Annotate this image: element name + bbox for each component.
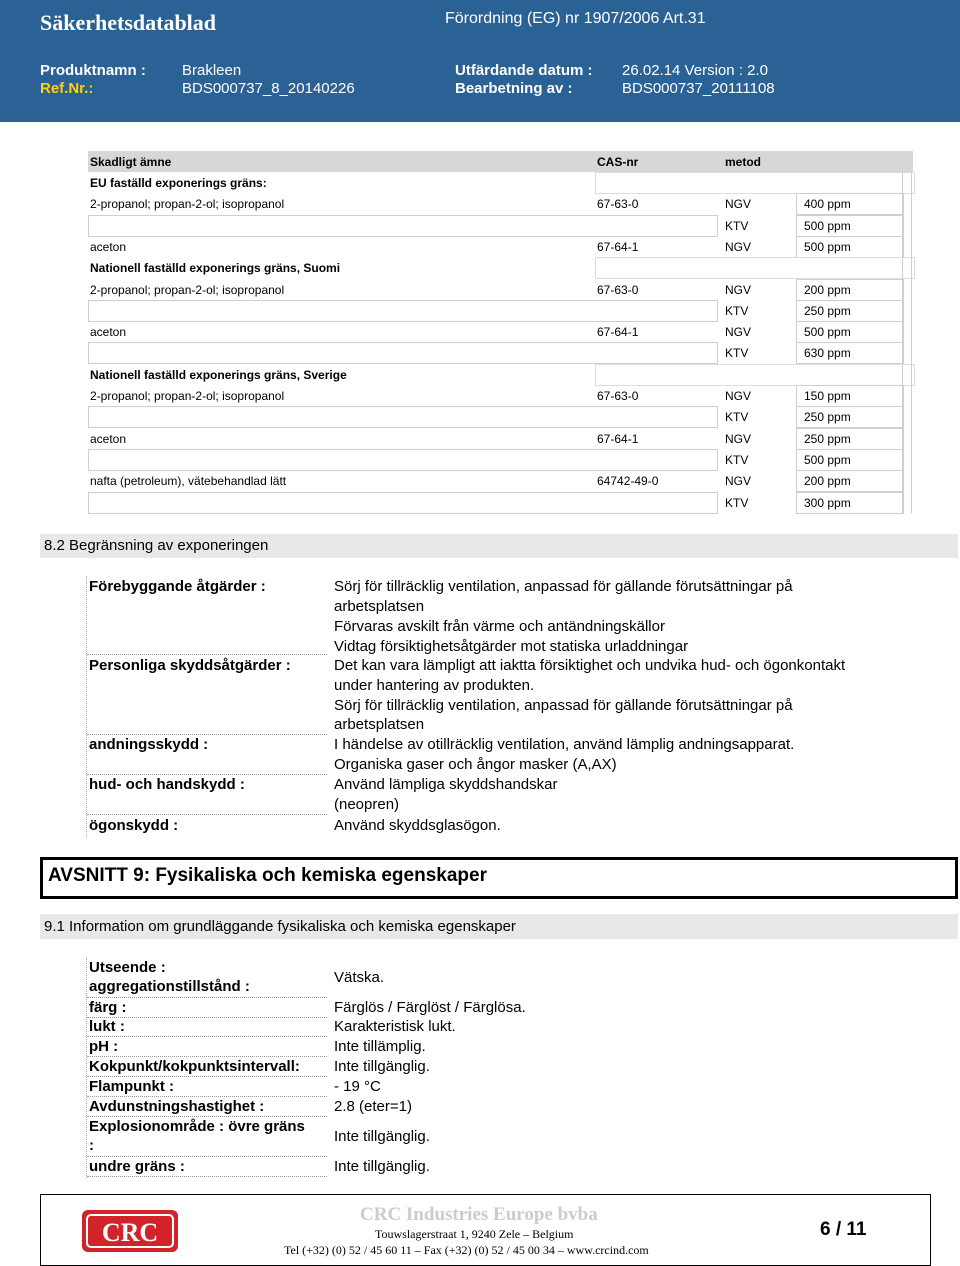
cell-method: KTV xyxy=(725,346,749,361)
cell-substance: aceton xyxy=(90,239,127,254)
personal-text-4: arbetsplatsen xyxy=(334,716,425,733)
table-cell-border xyxy=(796,385,904,407)
cell-cas: 67-64-1 xyxy=(597,325,639,340)
table-row xyxy=(88,428,913,449)
cell-value: 300 ppm xyxy=(804,495,851,510)
table-cell-border xyxy=(88,406,718,428)
exposure-limits-table xyxy=(88,151,913,514)
property-label: undre gräns : xyxy=(89,1158,185,1175)
divider xyxy=(87,1036,327,1037)
table-row xyxy=(88,342,913,363)
table-row xyxy=(88,236,913,257)
cell-value: 500 ppm xyxy=(804,325,851,340)
cell-substance: 2-propanol; propan-2-ol; isopropanol xyxy=(90,197,285,212)
personal-text-1: Det kan vara lämpligt att iaktta försiktighet och undvika hud- och ögonkontakt xyxy=(334,657,846,674)
breathing-label: andningsskydd : xyxy=(89,736,209,753)
divider xyxy=(87,1176,327,1177)
processing-label: Bearbetning av : xyxy=(455,80,573,97)
table-group-row xyxy=(88,172,913,193)
ref-value: BDS000737_8_20140226 xyxy=(182,80,355,97)
section-8-2-title: 8.2 Begränsning av exponeringen xyxy=(44,537,269,554)
crc-logo-text: CRC xyxy=(101,1218,159,1247)
cell-value: 250 ppm xyxy=(804,431,851,446)
cell-value: 400 ppm xyxy=(804,197,851,212)
property-value: Färglös / Färglöst / Färglösa. xyxy=(334,999,526,1016)
cell-method: NGV xyxy=(725,389,752,403)
table-row xyxy=(88,406,913,427)
property-value: Inte tillämplig. xyxy=(334,1038,426,1055)
divider xyxy=(87,997,327,998)
table-row xyxy=(88,321,913,342)
cell-value: 250 ppm xyxy=(804,303,851,318)
cell-substance: aceton xyxy=(90,431,127,446)
cell-cas: 67-64-1 xyxy=(597,239,639,254)
table-row xyxy=(88,279,913,300)
properties-left-rule xyxy=(86,958,88,1178)
issue-label: Utfärdande datum : xyxy=(455,62,593,79)
section-9-title: AVSNITT 9: Fysikaliska och kemiska egenskaper xyxy=(48,865,487,886)
regulation-text: Förordning (EG) nr 1907/2006 Art.31 xyxy=(445,10,706,27)
skin-label: hud- och handskydd : xyxy=(89,776,245,793)
preventive-text-3: Förvaras avskilt från värme och antändningskällor xyxy=(334,618,665,635)
property-label: Flampunkt : xyxy=(89,1078,174,1095)
property-label: Utseende : xyxy=(89,959,166,976)
table-cell-border xyxy=(796,279,904,301)
skin-text-1: Använd lämpliga skyddshandskar xyxy=(334,776,558,793)
property-value: 2.8 (eter=1) xyxy=(334,1098,412,1115)
cell-substance: 2-propanol; propan-2-ol; isopropanol xyxy=(90,389,285,403)
table-row xyxy=(88,193,913,214)
table-cell-border xyxy=(796,321,904,343)
table-row xyxy=(88,470,913,491)
table-cell-border xyxy=(88,215,718,237)
divider xyxy=(87,774,327,775)
cell-value: 150 ppm xyxy=(804,389,851,403)
property-value: Vätska. xyxy=(334,969,385,986)
property-label: pH : xyxy=(89,1038,119,1055)
table-cell-border xyxy=(88,492,718,514)
table-row xyxy=(88,300,913,321)
table-right-border xyxy=(902,172,912,513)
table-header xyxy=(88,151,913,172)
divider xyxy=(87,1096,327,1097)
table-cell-border xyxy=(796,300,904,322)
cell-value: 200 ppm xyxy=(804,282,851,297)
section-9-1-title: 9.1 Information om grundläggande fysikaliska och kemiska egenskaper xyxy=(44,918,516,935)
cell-substance: Nationell faställd exponerings gräns, Sverige xyxy=(90,367,347,382)
table-cell-border xyxy=(796,406,904,428)
preventive-text-1: Sörj för tillräcklig ventilation, anpassad för gällande förutsättningar på xyxy=(334,578,793,595)
cell-method: NGV xyxy=(725,282,752,297)
cell-substance: aceton xyxy=(90,325,127,340)
table-cell-border xyxy=(88,342,718,364)
table-cell-border xyxy=(796,215,904,237)
cell-substance: nafta (petroleum), vätebehandlad lätt xyxy=(90,474,287,489)
cell-value: 500 ppm xyxy=(804,218,851,233)
property-label-continued: aggregationstillstånd : xyxy=(89,978,250,995)
divider xyxy=(87,734,327,735)
table-group-row xyxy=(88,364,913,385)
divider xyxy=(87,1116,327,1117)
preventive-text-2: arbetsplatsen xyxy=(334,598,425,615)
table-row xyxy=(88,385,913,406)
personal-text-2: under hantering av produkten. xyxy=(334,677,535,694)
table-row xyxy=(88,492,913,513)
cell-method: NGV xyxy=(725,431,752,446)
processing-value: BDS000737_20111108 xyxy=(622,80,775,97)
table-cell-border xyxy=(796,428,904,450)
header-substance: Skadligt ämne xyxy=(90,155,172,169)
cell-method: KTV xyxy=(725,452,749,467)
property-label: Kokpunkt/kokpunktsintervall: xyxy=(89,1058,300,1075)
property-label-continued: : xyxy=(89,1137,94,1154)
table-cell-border xyxy=(595,172,915,194)
table-group-row xyxy=(88,257,913,278)
cell-method: NGV xyxy=(725,474,752,489)
cell-cas: 64742-49-0 xyxy=(597,474,659,489)
cell-substance: 2-propanol; propan-2-ol; isopropanol xyxy=(90,282,285,297)
table-cell-border xyxy=(595,364,915,386)
preventive-text-4: Vidtag försiktighetsåtgärder mot statiska urladdningar xyxy=(334,638,689,655)
property-value: Inte tillgänglig. xyxy=(334,1128,430,1145)
table-row xyxy=(88,449,913,470)
company-contact: Tel (+32) (0) 52 / 45 60 11 – Fax (+32) (0) 52 / 45 00 34 – www.crcind.com xyxy=(284,1243,649,1257)
cell-value: 250 ppm xyxy=(804,410,851,425)
table-cell-border xyxy=(796,193,904,215)
divider xyxy=(87,654,327,655)
divider xyxy=(87,1156,327,1157)
product-label: Produktnamn : xyxy=(40,62,146,79)
property-label: lukt : xyxy=(89,1018,125,1035)
ref-label: Ref.Nr.: xyxy=(40,80,94,97)
header-method: metod xyxy=(725,155,761,169)
header-cas: CAS-nr xyxy=(597,155,639,169)
cell-value: 500 ppm xyxy=(804,239,851,254)
property-value: Inte tillgänglig. xyxy=(334,1158,430,1175)
table-row xyxy=(88,215,913,236)
personal-text-3: Sörj för tillräcklig ventilation, anpassad för gällande förutsättningar på xyxy=(334,697,793,714)
cell-cas: 67-64-1 xyxy=(597,431,639,446)
property-value: Inte tillgänglig. xyxy=(334,1058,430,1075)
cell-method: NGV xyxy=(725,325,752,340)
issue-value: 26.02.14 Version : 2.0 xyxy=(622,62,768,79)
preventive-label: Förebyggande åtgärder : xyxy=(89,578,266,595)
divider xyxy=(87,1056,327,1057)
table-cell-border xyxy=(796,492,904,514)
section-9-box xyxy=(40,857,958,899)
table-cell-border xyxy=(88,300,718,322)
cell-cas: 67-63-0 xyxy=(597,197,639,212)
table-cell-border xyxy=(796,470,904,492)
cell-method: KTV xyxy=(725,218,749,233)
property-label: Avdunstningshastighet : xyxy=(89,1098,265,1115)
divider xyxy=(87,814,327,815)
cell-value: 630 ppm xyxy=(804,346,851,361)
property-label: färg : xyxy=(89,999,127,1016)
table-cell-border xyxy=(88,449,718,471)
section-9-1-bar xyxy=(40,914,958,939)
eye-label: ögonskydd : xyxy=(89,817,179,834)
section-8-2-bar xyxy=(40,534,958,558)
table-cell-border xyxy=(796,236,904,258)
page-number: 6 / 11 xyxy=(820,1219,867,1240)
breathing-text-1: I händelse av otillräcklig ventilation, använd lämplig andningsapparat. xyxy=(334,736,795,753)
cell-value: 500 ppm xyxy=(804,452,851,467)
crc-logo-icon xyxy=(80,1208,180,1254)
personal-label: Personliga skyddsåtgärder : xyxy=(89,657,291,674)
cell-method: KTV xyxy=(725,495,749,510)
cell-method: NGV xyxy=(725,239,752,254)
company-name: CRC Industries Europe bvba xyxy=(360,1204,598,1225)
property-value: - 19 °C xyxy=(334,1078,381,1095)
breathing-text-2: Organiska gaser och ångor masker (A,AX) xyxy=(334,756,617,773)
eye-text-1: Använd skyddsglasögon. xyxy=(334,817,501,834)
table-cell-border xyxy=(796,342,904,364)
cell-cas: 67-63-0 xyxy=(597,389,639,403)
cell-cas: 67-63-0 xyxy=(597,282,639,297)
skin-text-2: (neopren) xyxy=(334,796,400,813)
cell-method: NGV xyxy=(725,197,752,212)
table-cell-border xyxy=(796,449,904,471)
product-value: Brakleen xyxy=(182,62,242,79)
property-label: Explosionområde : övre gräns xyxy=(89,1118,305,1135)
company-address: Touwslagerstraat 1, 9240 Zele – Belgium xyxy=(375,1227,574,1241)
cell-substance: Nationell faställd exponerings gräns, Suomi xyxy=(90,261,341,276)
cell-method: KTV xyxy=(725,410,749,425)
property-value: Karakteristisk lukt. xyxy=(334,1018,456,1035)
divider xyxy=(87,1076,327,1077)
cell-substance: EU faställd exponerings gräns: xyxy=(90,176,267,190)
cell-value: 200 ppm xyxy=(804,474,851,489)
document-title: Säkerhetsdatablad xyxy=(40,10,217,35)
cell-method: KTV xyxy=(725,303,749,318)
table-cell-border xyxy=(595,257,915,279)
